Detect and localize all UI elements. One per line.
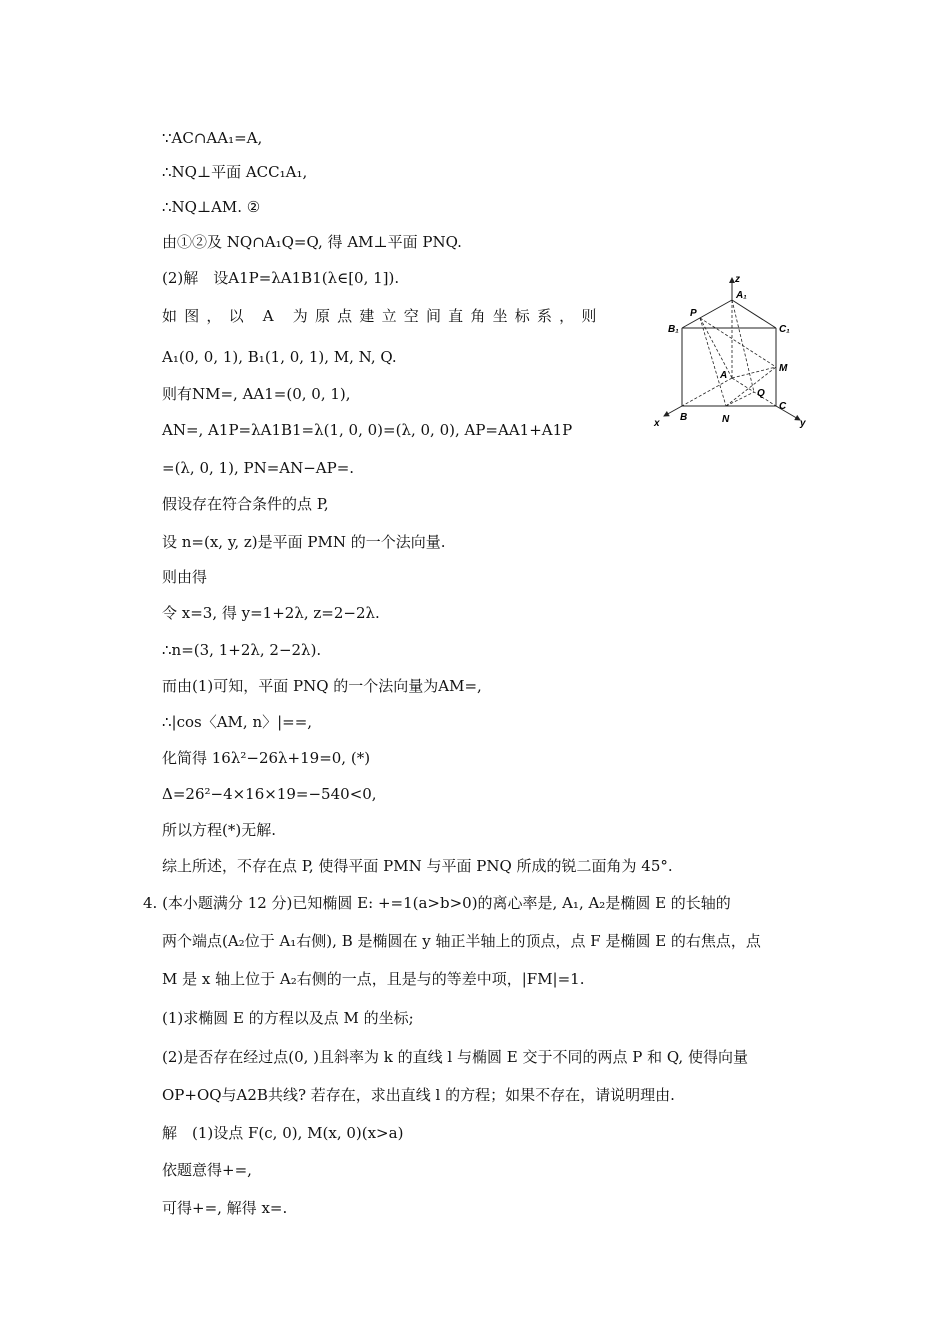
label-z: z xyxy=(735,274,740,285)
text-line: ∴n=(3, 1+2λ, 2−2λ). xyxy=(162,641,322,659)
label-c1: C₁ xyxy=(779,324,790,335)
label-a1: A₁ xyxy=(736,290,747,301)
text-line: ∵AC∩AA₁=A, xyxy=(162,129,263,147)
text-line: ∴|cos〈AM, n〉|==, xyxy=(162,713,313,731)
segment-a-m xyxy=(732,367,776,378)
text-line: 解 (1)设点 F(c, 0), M(x, 0)(x>a) xyxy=(162,1124,404,1142)
segment-a1-q xyxy=(732,300,754,392)
text-line: 可得+=, 解得 x=. xyxy=(162,1199,288,1217)
text-line: (2)是否存在经过点(0, )且斜率为 k 的直线 l 与椭圆 E 交于不同的两点 P 和 Q, 使得向量 xyxy=(162,1048,748,1066)
label-b: B xyxy=(680,412,688,423)
text-line: ∴NQ⊥平面 ACC₁A₁, xyxy=(162,163,308,181)
label-p: P xyxy=(690,308,697,319)
text-line: AN=, A1P=λA1B1=λ(1, 0, 0)=(λ, 0, 0), AP=AA1+A1P xyxy=(162,421,573,439)
label-q: Q xyxy=(757,388,765,399)
text-line: 设 n=(x, y, z)是平面 PMN 的一个法向量. xyxy=(162,533,446,551)
text-line: OP+OQ与A2B共线? 若存在，求出直线 l 的方程；如果不存在，请说明理由. xyxy=(162,1086,675,1104)
text-line: 综上所述，不存在点 P, 使得平面 PMN 与平面 PNQ 所成的锐二面角为 45°. xyxy=(162,857,673,875)
text-line: Δ=26²−4×16×19=−540<0, xyxy=(162,785,377,803)
text-line: M 是 x 轴上位于 A₂右侧的一点，且是与的等差中项，|FM|=1. xyxy=(162,970,585,988)
text-line: 4. (本小题满分 12 分)已知椭圆 E: +=1(a>b>0)的离心率是, A₁, A₂是椭圆 E 的长轴的 xyxy=(143,894,731,912)
text-line: ∴NQ⊥AM. ② xyxy=(162,198,261,216)
label-b1: B₁ xyxy=(668,324,679,335)
edge-a1-c1 xyxy=(732,300,776,328)
label-a: A xyxy=(720,370,728,381)
text-line: 假设存在符合条件的点 P, xyxy=(162,495,329,513)
text-line: 依题意得+=, xyxy=(162,1161,252,1179)
segment-p-a xyxy=(700,318,732,378)
segment-n-m xyxy=(726,367,776,406)
label-n: N xyxy=(722,414,730,425)
label-x: x xyxy=(654,418,660,429)
label-y: y xyxy=(800,418,806,429)
segment-p-n xyxy=(700,318,726,406)
text-line: 两个端点(A₂位于 A₁右侧), B 是椭圆在 y 轴正半轴上的顶点，点 F 是椭圆 E 的右焦点，点 xyxy=(162,932,761,950)
segment-n-q xyxy=(726,392,754,406)
label-m: M xyxy=(779,363,788,374)
text-line: 则由得 xyxy=(162,568,208,586)
text-line: 令 x=3, 得 y=1+2λ, z=2−2λ. xyxy=(162,604,380,622)
text-line: =(λ, 0, 1), PN=AN−AP=. xyxy=(162,459,355,477)
text-line: 化简得 16λ²−26λ+19=0, (*) xyxy=(162,749,371,767)
text-line: 如图，以 A 为原点建立空间直角坐标系，则 xyxy=(162,307,604,325)
text-line: 由①②及 NQ∩A₁Q=Q, 得 AM⊥平面 PNQ. xyxy=(162,233,462,251)
text-line: 所以方程(*)无解. xyxy=(162,821,276,839)
text-line: (1)求椭圆 E 的方程以及点 M 的坐标; xyxy=(162,1009,414,1027)
prism-figure xyxy=(650,272,810,432)
label-c: C xyxy=(779,401,787,412)
prism-diagram xyxy=(650,272,810,432)
text-line: (2)解 设A1P=λA1B1(λ∈[0, 1]). xyxy=(162,269,400,287)
text-line: A₁(0, 0, 1), B₁(1, 0, 1), M, N, Q. xyxy=(162,348,397,366)
text-line: 而由(1)可知，平面 PNQ 的一个法向量为AM=, xyxy=(162,677,482,695)
text-line: 则有NM=, AA1=(0, 0, 1), xyxy=(162,385,351,403)
